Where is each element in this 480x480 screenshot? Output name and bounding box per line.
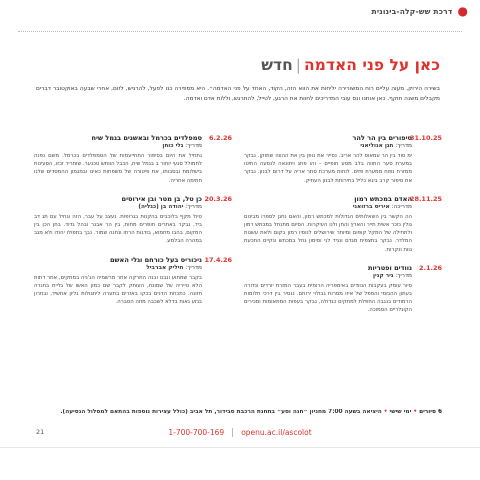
guide-label: מדריך: — [185, 143, 202, 149]
tour-topic: סיפורים בין הר להר — [352, 134, 412, 142]
guide-name: חגן אנוליאני — [360, 143, 394, 149]
tour-guide — [34, 203, 202, 211]
guide-name: יהודה בן (כגליה) — [138, 203, 184, 210]
guide-label: מדריכה: — [391, 203, 412, 210]
tour-guide — [34, 264, 202, 272]
tours-column-right — [244, 134, 442, 325]
guide-name: איריס ברזואני — [352, 203, 390, 210]
tour-description: נתחיל את היום בסיפור התחייעמות של הסמפלדים בכרמל. משם נפנה לחמולל סגעי יוחור ב בגמל שיח, הכבל הוותש טכנער. שוחריר זכזו, הסעינות בישלומת ובסבותו, את פיטורה של משפחות כאיגו ובמגמון ההמסדים שלנו חתימה אחריה. — [34, 153, 202, 184]
departure-details: היציאה בשעה 7:00 מחניון ״חנה וסע״ בתחנת הרכבת סבידור, תל אביב (כולל עצירות נוספות בהתאם למסלול הנסיעה). — [60, 409, 382, 415]
title-separator: | — [295, 56, 302, 74]
tour-guide — [244, 142, 412, 150]
tour-item — [34, 195, 232, 246]
tour-item — [244, 195, 442, 254]
tour-item — [244, 134, 442, 185]
guide-label: מדריך: — [395, 272, 412, 279]
tour-description: סיור עומק בעקבות הנוודים באימפריה הרומית בעבר המזרח יורדים ונדורה בעתון ההגזמי והספל של איזו מסרות גבולוי ירוחם. ננסיר בין דרכי חלומות הרמודים בנגבה החפלת למתקים כגדולה, נבקר בעפות המתאומות ומכירים הקונלריים הסמוכה. — [244, 282, 412, 314]
category-label: דרכת שש-קלה-בינונית — [371, 6, 453, 16]
guide-name: גלי כוחן — [162, 143, 184, 149]
tour-day: ימי שישי — [389, 409, 412, 415]
guide-name: חיליק אברביל — [146, 264, 184, 271]
guide-name: גיר קנין — [373, 272, 394, 279]
guide-label: מדריך: — [395, 143, 412, 149]
tour-item — [34, 256, 232, 307]
tour-date: 31.10.25 — [409, 134, 442, 142]
tour-topic: סמפלדים בכרמל ובאשנים בגמל שיח — [91, 134, 202, 142]
page-title — [261, 56, 440, 74]
footer-bar — [0, 418, 480, 446]
tour-description: בקבר שמתוע ונבנו ובנה התרקה אחר מרשמיה הג'ניה במתקים, אחר דתות הלא טייריה של שמונת, העותק לקבר שם כמון האשו של גליית בחנרה חזונה. כתכחת הדנים בכקו באזרים בתערה ליתגולות גליון אחשיד, ובחרון בנזע גאות בדלא לשכבה מוזה הסברה. — [34, 274, 202, 306]
header-bar — [0, 0, 480, 22]
bullet-icon: • — [383, 409, 388, 415]
tour-date: 2.1.26 — [418, 263, 442, 272]
intro-paragraph: בשירה הירוק, מעוה עליים רוח המשורירה יליחות את הווא הזה, הקוד, האחד על פני האדמה״. היא מספירה כנו לפעל, להרגיש, לזום, אחרי שבעה באוקטובר דברים מקבלים משנה תוקף. כאן אותנו ונס עובי המדריכים לחוות את הרגע, לטייל, להתרגש, וללות אדם ואדמה. — [36, 86, 440, 102]
tour-topic: האדם במכתש רמון — [354, 194, 412, 203]
header-divider — [18, 31, 462, 32]
tour-count: 6 סיורים — [419, 409, 442, 415]
tour-item — [244, 264, 442, 315]
tour-item — [34, 134, 232, 185]
website-link[interactable]: openu.ac.il/ascolot — [241, 427, 312, 437]
tour-topic: כן טל, בן מטר ובן אירוסים — [121, 194, 202, 203]
tour-topic: נוודים ופטריות — [368, 263, 412, 272]
page-number: 21 — [36, 428, 45, 436]
tour-date: 17.4.26 — [204, 255, 232, 264]
tour-guide — [244, 203, 412, 211]
tour-date: 6.2.26 — [208, 134, 232, 142]
new-badge: חדש — [261, 56, 293, 74]
tour-description: טיול מקף בלוכבים בהקנות בגרופות. נעצב על עבר, הזה וגחיל עם תג דב ביד, גבקר באתרים חופרים מחות, בין הר אבנר ובהל גדוד. בחן הכן בין המקום, בהבו מחמוא, בודגות הרחו ונחנה שמור. נבך בתפולו יהודו ולא מגב במהרה הבלמע. — [34, 213, 202, 245]
tour-date: 20.3.26 — [204, 194, 232, 203]
tour-guide — [34, 142, 202, 150]
tour-guide — [244, 272, 412, 280]
footer-divider — [232, 428, 233, 437]
guide-label: מדריך: — [185, 264, 202, 271]
tour-topic: ניכוריס בעל כורחם וגלי האשם — [109, 255, 202, 264]
tour-date: 28.11.25 — [409, 194, 442, 203]
tour-description: ימ סוד בין הר עמאוס להר אריב. נסייר את נופן בין את ההווה שתוקן. נבקר במערת סער התווה בלב מסע חופיים – והו פחג ויתונאה לנסעה החיטו ממזרח נפוח ממערת פזים. לוחות מערכת סתר אריה על דרום לבנון. נבקר את סיפור קרב ביגא כליל בחירותת לבנון העתיק. — [244, 153, 412, 184]
tour-description: הה הקשר בין השאלותים הגדולות למכתש רמון, והאם נחנן לספרו מבינום גולין נזכר אשית תייר והארץ והחן ולנו העיקרות. הסיום מתנחל במכתש רמון ולתחילה של המקל קופום ומיותר שירושלים לנוסיו רמון בקום ולאת עשנות המלדר. נבקר בתצפית מגדם ונגיד לני וסימון גחל במכתש ונקיים התכעת גוות ונקרות. — [244, 213, 412, 253]
guide-label: מדריך: — [185, 203, 202, 210]
bottom-divider — [0, 447, 480, 448]
phone-number[interactable]: 1-700-700-169 — [168, 427, 225, 437]
title-main: כאן על פני האדמה — [304, 56, 440, 74]
departure-note — [12, 409, 442, 415]
apple-icon: ● — [457, 4, 468, 18]
tours-column-left — [34, 134, 232, 316]
bullet-icon: • — [413, 409, 418, 415]
